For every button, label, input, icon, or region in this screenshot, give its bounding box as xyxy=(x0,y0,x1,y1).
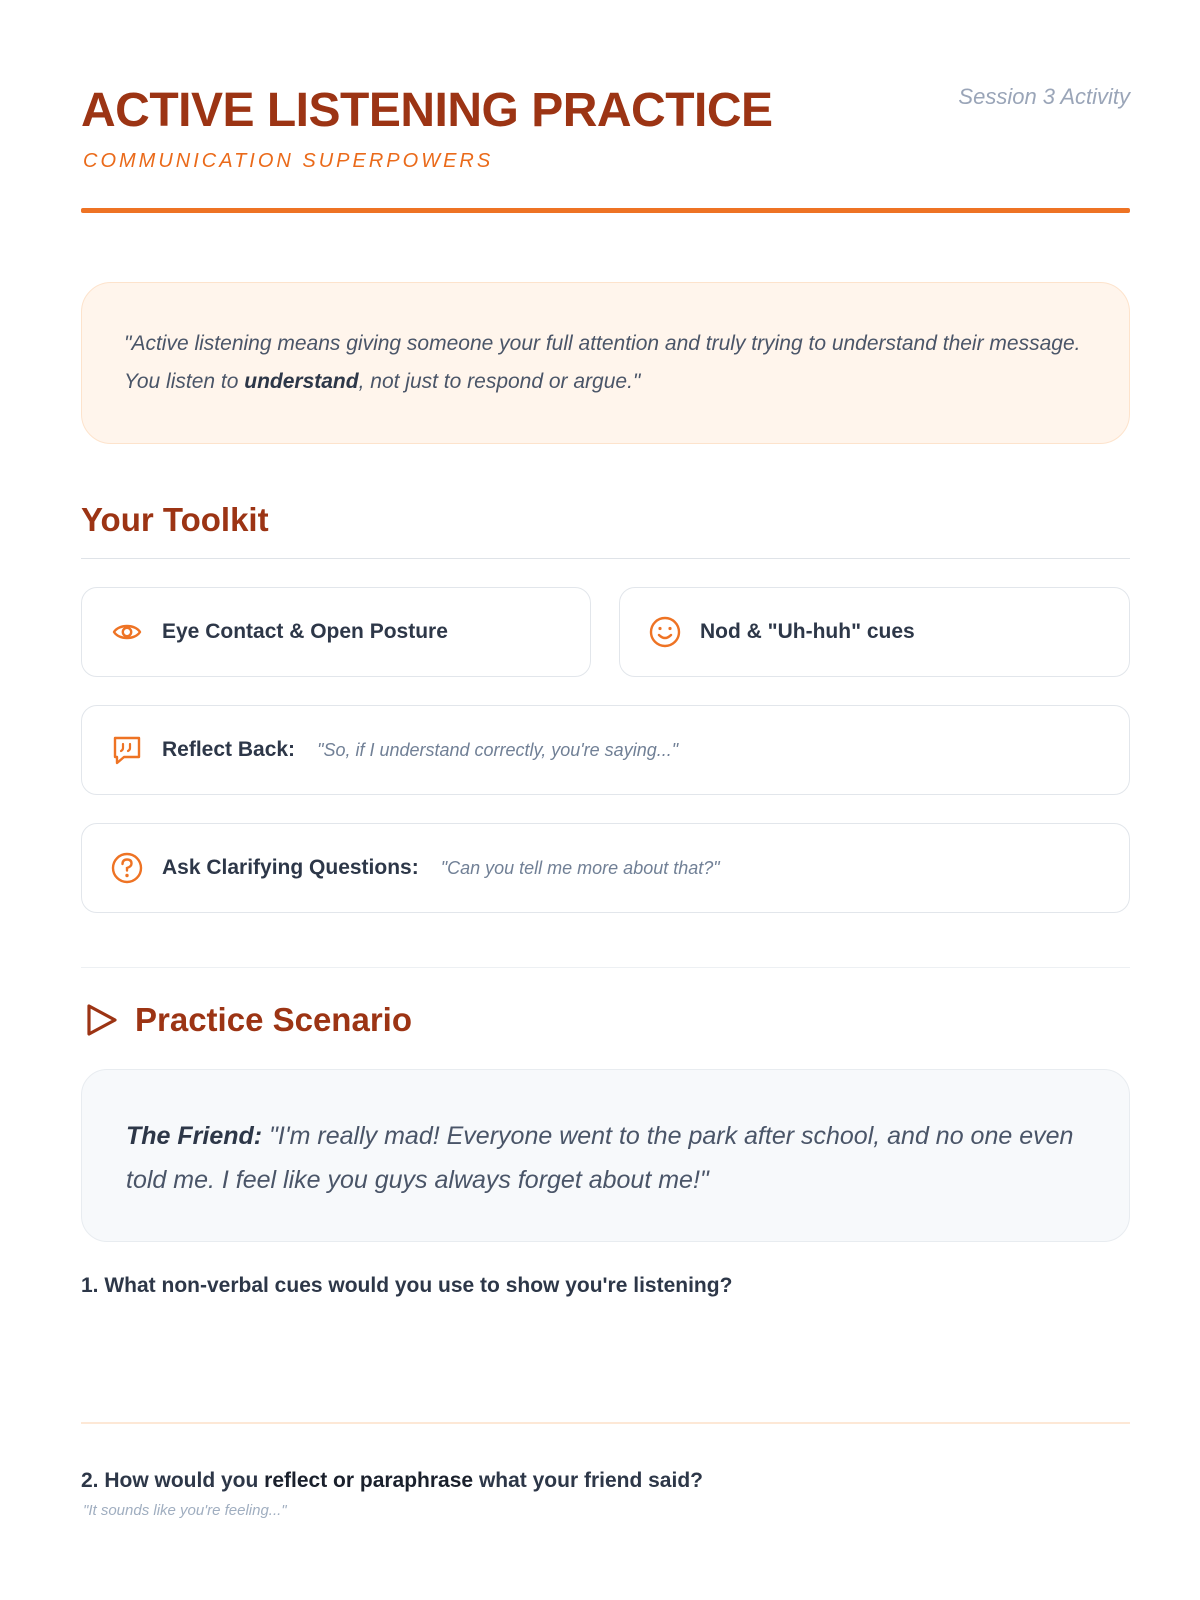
page-subtitle: COMMUNICATION SUPERPOWERS xyxy=(83,150,494,172)
toolkit-card-example: "So, if I understand correctly, you're saying..." xyxy=(317,739,679,760)
question-2-emphasis: reflect or paraphrase xyxy=(264,1469,474,1492)
definition-quote-box xyxy=(81,282,1130,444)
quote-bubble-icon xyxy=(110,733,144,767)
quote-emphasis: understand xyxy=(244,370,359,393)
toolkit-divider xyxy=(81,558,1130,559)
toolkit-card-eye-contact xyxy=(81,587,591,677)
toolkit-card-label: Ask Clarifying Questions: xyxy=(162,856,419,879)
play-icon xyxy=(81,1000,121,1040)
quote-text-part1: "Active listening means giving someone your full attention and truly trying to understand their message. You listen to xyxy=(124,332,1081,393)
scenario-box xyxy=(81,1069,1130,1242)
question-circle-icon xyxy=(110,851,144,885)
toolkit-card-nod xyxy=(619,587,1130,677)
toolkit-card-reflect xyxy=(81,705,1130,795)
practice-heading: Practice Scenario xyxy=(135,1001,412,1038)
question-2-prefix: 2. How would you xyxy=(81,1469,265,1492)
definition-quote xyxy=(124,325,1087,401)
scenario-line: "I'm really mad! Everyone went to the park after school, and no one even told me. I feel like you guys always forget about me!" xyxy=(126,1122,1074,1194)
answer-line xyxy=(81,1422,1130,1424)
question-2-suffix: what your friend said? xyxy=(473,1469,703,1492)
toolkit-card-label: Reflect Back: xyxy=(162,738,296,761)
header xyxy=(81,82,1130,212)
quote-text-part2: , not just to respond or argue." xyxy=(358,370,641,393)
toolkit-card-clarify xyxy=(81,823,1130,913)
question-2-hint: "It sounds like you're feeling..." xyxy=(83,1502,287,1519)
question-2 xyxy=(81,1467,703,1495)
eye-icon xyxy=(110,615,144,649)
header-divider xyxy=(81,208,1130,213)
session-label: Session 3 Activity xyxy=(958,84,1130,109)
smile-icon xyxy=(648,615,682,649)
scenario-speaker: The Friend: xyxy=(126,1122,263,1150)
toolkit-card-label: Nod & "Uh-huh" cues xyxy=(700,620,915,643)
section-divider xyxy=(81,967,1130,968)
worksheet-page xyxy=(81,0,1130,1600)
page-title: ACTIVE LISTENING PRACTICE xyxy=(81,84,773,137)
toolkit-heading: Your Toolkit xyxy=(81,501,269,538)
toolkit-card-label: Eye Contact & Open Posture xyxy=(162,620,448,643)
practice-heading-row xyxy=(81,998,412,1042)
question-1: 1. What non-verbal cues would you use to show you're listening? xyxy=(81,1274,733,1297)
toolkit-card-example: "Can you tell me more about that?" xyxy=(440,857,720,878)
scenario-dialogue xyxy=(126,1114,1087,1202)
